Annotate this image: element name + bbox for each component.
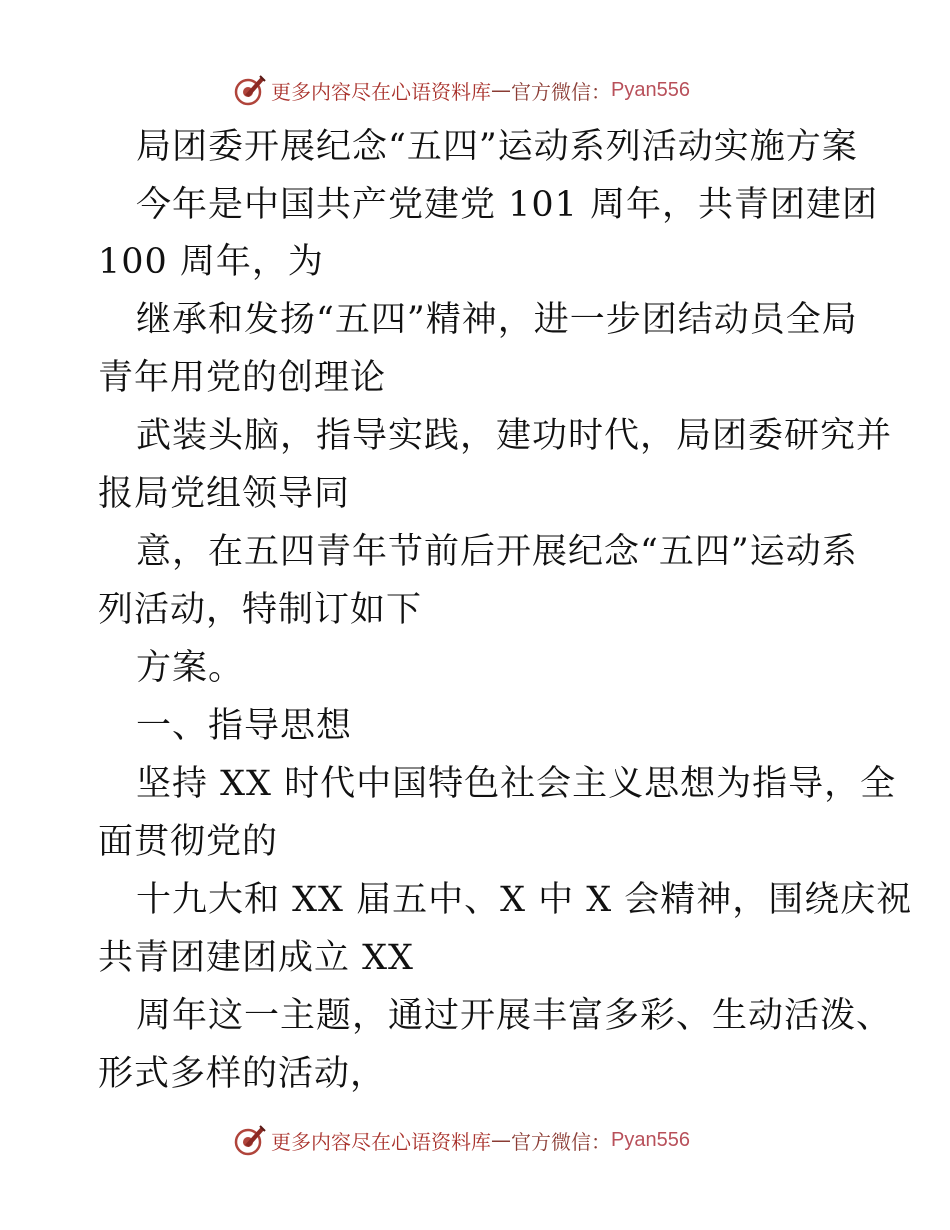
watermark-account-label: 官方微信： xyxy=(511,1129,611,1154)
paragraph-line: 方案。 xyxy=(136,648,245,688)
paragraph-line: 继承和发扬“五四”精神，进一步团结动员全局 xyxy=(136,300,858,340)
paragraph-line: 形式多样的活动， xyxy=(98,1054,387,1094)
paragraph-line: 100 周年，为 xyxy=(98,242,324,282)
paragraph-line: 今年是中国共产党建党 101 周年，共青团建团 xyxy=(136,185,879,225)
paragraph-line: 十九大和 XX 届五中、X 中 X 会精神，围绕庆祝 xyxy=(136,880,913,920)
paragraph-line: 共青团建团成立 XX xyxy=(98,938,414,978)
watermark-account-id: Pyan556 xyxy=(611,78,690,101)
watermark-dash: — xyxy=(491,78,511,102)
pen-nib-logo-icon xyxy=(233,1123,267,1157)
section-heading: 一、指导思想 xyxy=(136,706,353,746)
watermark-account-label: 官方微信： xyxy=(511,79,611,104)
paragraph-line: 报局党组领导同 xyxy=(98,474,351,514)
footer-watermark xyxy=(233,1122,690,1158)
watermark-brand-text: 更多内容尽在心语资料库 xyxy=(271,79,491,104)
paragraph-line: 周年这一主题，通过开展丰富多彩、生动活泼、 xyxy=(136,996,893,1036)
paragraph-line: 武装头脑，指导实践，建功时代，局团委研究并 xyxy=(136,416,893,456)
paragraph-line: 青年用党的创理论 xyxy=(98,358,387,398)
watermark-brand-text: 更多内容尽在心语资料库 xyxy=(271,1129,491,1154)
document-title: 局团委开展纪念“五四”运动系列活动实施方案 xyxy=(136,127,858,167)
pen-nib-logo-icon xyxy=(233,73,267,107)
watermark-account-id: Pyan556 xyxy=(611,1128,690,1151)
watermark-dash: — xyxy=(491,1128,511,1152)
paragraph-line: 坚持 XX 时代中国特色社会主义思想为指导，全 xyxy=(136,764,897,804)
paragraph-line: 意，在五四青年节前后开展纪念“五四”运动系 xyxy=(136,532,858,572)
paragraph-line: 列活动，特制订如下 xyxy=(98,590,423,630)
paragraph-line: 面贯彻党的 xyxy=(98,822,279,862)
header-watermark xyxy=(233,72,690,108)
